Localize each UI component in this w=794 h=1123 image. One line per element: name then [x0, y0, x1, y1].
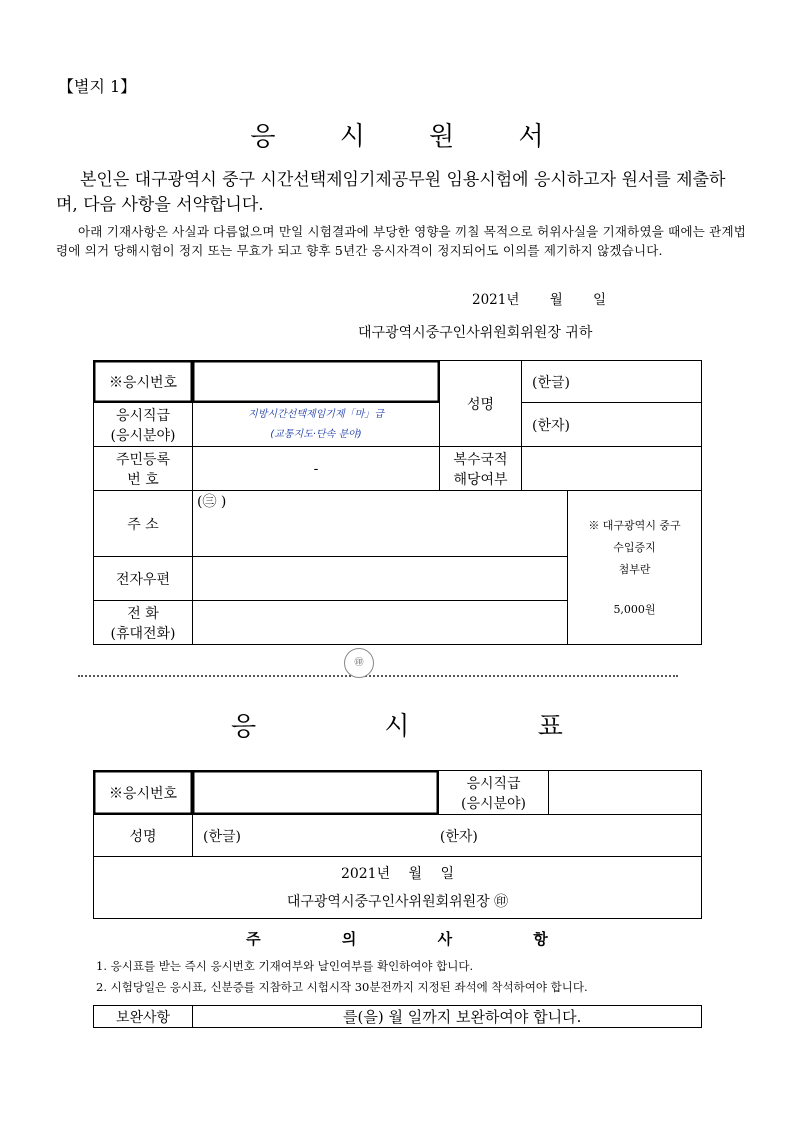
position-label-line1: 응시직급: [115, 407, 171, 424]
attachment-label: 【별지 1】: [58, 77, 137, 96]
hanja-label: (한자): [532, 417, 570, 434]
korean-label: (한글): [532, 374, 570, 391]
revenue-stamp-area: [568, 491, 702, 645]
address-label: 주 소: [94, 491, 193, 557]
position-value-line1: 지방시간선택제임기제「마」급: [248, 408, 384, 420]
resident-number-field[interactable]: -: [193, 447, 440, 491]
address-field[interactable]: [193, 491, 568, 557]
cut-line: [78, 675, 678, 677]
application-title: 응 시 원 서: [250, 122, 572, 152]
dual-nationality-label: [440, 447, 522, 491]
caution-title: 주 의 사 항: [246, 930, 586, 948]
exam-ticket-table: [93, 770, 702, 919]
name-label: 성명: [440, 361, 522, 447]
supplement-table: [93, 1005, 702, 1028]
stamp-line-1: ※ 대구광역시 중구: [588, 519, 681, 532]
ticket-issuer: 대구광역시중구인사위원회위원장 ㊞: [286, 893, 509, 910]
ticket-name-label: 성명: [94, 815, 193, 857]
ticket-exam-number-field[interactable]: [193, 771, 439, 815]
supplement-text[interactable]: 를(을) 월 일까지 보완하여야 합니다.: [193, 1006, 702, 1028]
dual-label-line2: 해당여부: [453, 471, 508, 488]
position-value[interactable]: [193, 403, 440, 447]
ticket-exam-number-label: ※응시번호: [94, 771, 193, 815]
application-date: 2021년 월 일: [472, 292, 607, 308]
name-korean-field[interactable]: [522, 361, 702, 403]
ticket-issue-block: [94, 857, 702, 919]
ticket-position-field[interactable]: [549, 771, 702, 815]
phone-label-line2: (휴대전화): [110, 625, 176, 642]
ticket-title: 응 시 표: [231, 712, 623, 742]
ticket-name-field[interactable]: [193, 815, 702, 857]
exam-number-field[interactable]: [193, 361, 440, 403]
dual-label-line1: 복수국적: [453, 451, 508, 468]
caution-item-2: 2. 시험당일은 응시표, 신분증를 지참하고 시험시작 30분전까지 지정된 좌석에 착석하여야 합니다.: [96, 980, 588, 994]
phone-label-line1: 전 화: [127, 605, 159, 622]
email-label: 전자우편: [94, 557, 193, 601]
dual-nationality-field[interactable]: [522, 447, 702, 491]
email-field[interactable]: [193, 557, 568, 601]
ticket-hanja-label: (한자): [439, 828, 478, 845]
caution-item-1: 1. 응시표를 받는 즉시 응시번호 기재여부와 날인여부를 확인하여야 합니다.: [96, 959, 474, 973]
phone-field[interactable]: [193, 601, 568, 645]
application-form-table: [93, 360, 702, 645]
ticket-position-label: [439, 771, 549, 815]
ticket-date: 2021년 월 일: [340, 865, 455, 882]
name-hanja-field[interactable]: [522, 403, 702, 447]
intro-paragraph: 본인은 대구광역시 중구 시간선택제임기제공무원 임용시험에 응시하고자 원서를 제출하며, 다음 사항을 서약합니다.: [56, 170, 726, 215]
ticket-korean-label: (한글): [203, 828, 241, 845]
ticket-position-line2: (응시분야): [460, 795, 527, 812]
resident-number-label: [94, 447, 193, 491]
position-label: [94, 403, 193, 447]
exam-number-label: ※응시번호: [94, 361, 193, 403]
phone-label: [94, 601, 193, 645]
supplement-label: 보완사항: [94, 1006, 193, 1028]
addressee: 대구광역시중구인사위원회위원장 귀하: [358, 325, 593, 341]
stamp-line-2: 수입증지: [613, 541, 656, 554]
position-value-line2: (교통지도·단속 분야): [270, 428, 362, 440]
resident-label-line1: 주민등록: [115, 451, 171, 468]
oath-note: 아래 기재사항은 사실과 다름없으며 만일 시험결과에 부당한 영향을 끼칠 목적으로 허위사실을 기재하였을 때에는 관계법령에 의거 당해시험이 정지 또는 무효가 되고 향후 5년간 응시자격이 정지되어도 이의를 제기하지 않겠습니다.: [56, 224, 747, 258]
ticket-position-line1: 응시직급: [466, 775, 521, 792]
stamp-line-3: 첨부란: [618, 563, 651, 576]
position-label-line2: (응시분야): [110, 427, 176, 444]
stamp-amount: 5,000원: [613, 603, 656, 616]
resident-label-line2: 번 호: [127, 471, 159, 488]
postal-code-mark: (㊂ ): [197, 494, 227, 510]
seal-mark: ㊞: [344, 648, 374, 678]
